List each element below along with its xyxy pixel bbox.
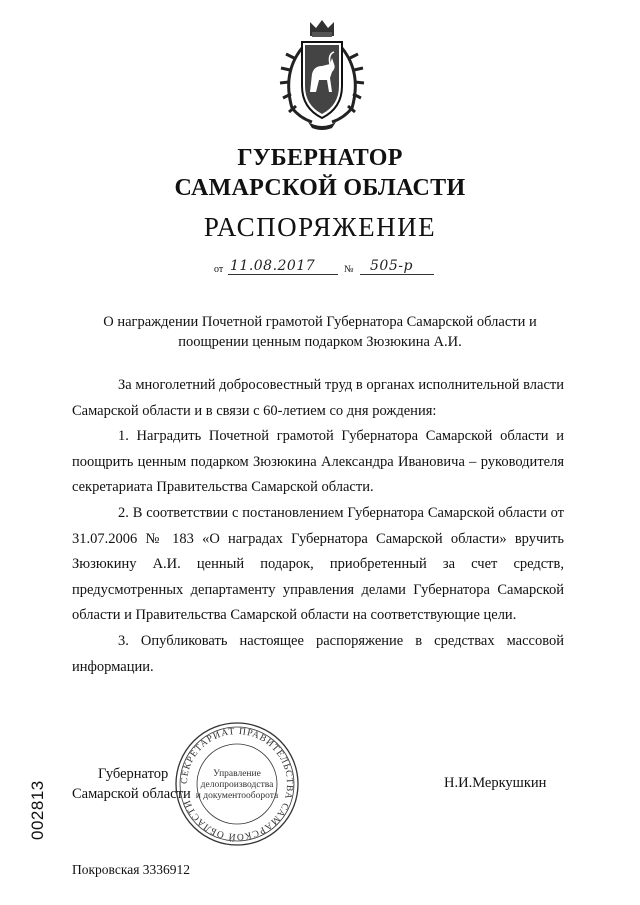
body-item-1: 1. Наградить Почетной грамотой Губернатора Самарской области и поощрить ценным подарком Зюзюкина Александра Ивановича – руководителя секретариата Правительства Самарской области. [72, 428, 564, 496]
signatory-name: Н.И.Меркушкин [444, 775, 547, 791]
subject-line2: поощрении ценным подарком Зюзюкина А.И. [178, 334, 462, 350]
stamp-center-line2: делопроизводства [200, 780, 274, 790]
body-item-2: 2. В соответствии с постановлением Губернатора Самарской области от 31.07.2006 № 183 «О наградах Губернатора Самарской области» вручить Зюзюкину А.И. ценный подарок, приобретенный за счет средств, предусмотренных департаменту управления делами Губернатора Самарской области и Правительства Самарской области на соответствующие цели. [72, 504, 564, 624]
number-underline [360, 274, 434, 275]
stamp-center-line1: Управление [213, 769, 261, 779]
document-subject [70, 312, 570, 352]
coat-of-arms-icon [272, 18, 372, 134]
signatory-title-line1: Губернатор [98, 766, 169, 782]
body-intro: За многолетний добросовестный труд в органах исполнительной власти Самарской области и в связи с 60-летием со дня рождения: [72, 377, 564, 419]
registry-number: 002813 [28, 780, 47, 840]
executor-footer: Покровская 3336912 [72, 862, 191, 877]
registration-line [214, 256, 434, 278]
date-handwritten: 11.08.2017 [230, 258, 316, 274]
document-type: РАСПОРЯЖЕНИЕ [203, 212, 437, 242]
document-body [72, 373, 564, 680]
date-underline [228, 274, 338, 275]
body-item-3: 3. Опубликовать настоящее распоряжение в средствах массовой информации. [72, 632, 564, 675]
subject-line1: О награждении Почетной грамотой Губернатора Самарской области и [103, 314, 537, 330]
number-handwritten: 505-р [370, 258, 413, 274]
signatory-title-line2: Самарской области [72, 786, 191, 802]
number-label: № [344, 264, 354, 275]
date-label: от [214, 264, 224, 275]
issuer-title-line1: ГУБЕРНАТОР [237, 145, 403, 171]
issuer-title-line2: САМАРСКОЙ ОБЛАСТИ [174, 175, 466, 201]
stamp-ring-text: СЕКРЕТАРИАТ ПРАВИТЕЛЬСТВА САМАРСКОЙ ОБЛАСТИ [179, 726, 295, 842]
stamp-center-line3: и документооборота [195, 791, 279, 801]
official-stamp [173, 720, 301, 848]
